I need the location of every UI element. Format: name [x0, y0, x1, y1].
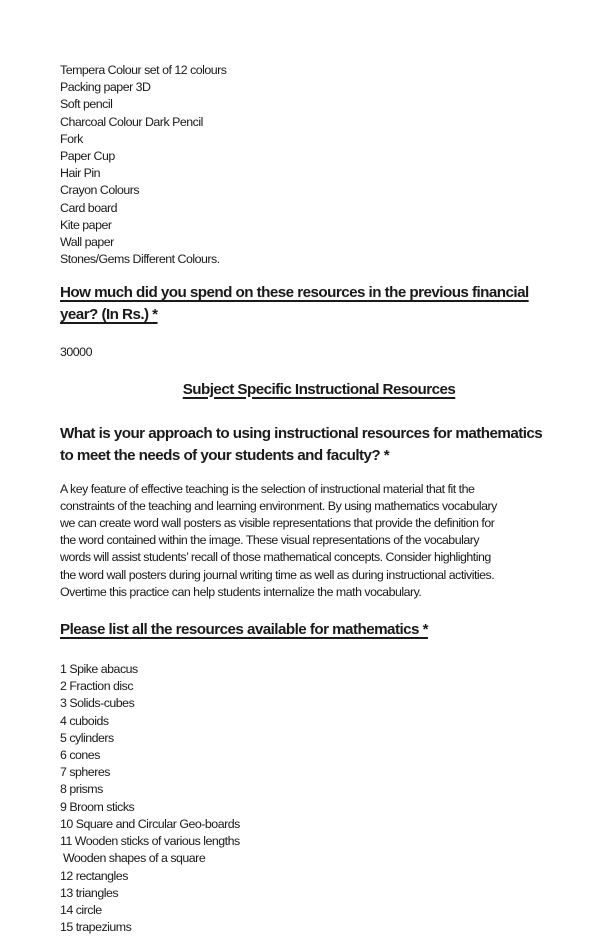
list-item: 10 Square and Circular Geo-boards [60, 816, 240, 831]
list-item: Kite paper [60, 217, 112, 232]
materials-list [60, 62, 578, 268]
paragraph-line: words will assist students’ recall of those mathematical concepts. Consider highlighting [60, 550, 491, 565]
list-item: Card board [60, 200, 117, 215]
list-item: 7 spheres [60, 765, 110, 780]
list-item: 14 circle [60, 902, 102, 917]
list-item: Fork [60, 131, 83, 146]
list-item: 1 Spike abacus [60, 662, 138, 677]
paragraph-line: A key feature of effective teaching is the selection of instructional material that fit the [60, 481, 475, 496]
list-item: Soft pencil [60, 97, 113, 112]
list-item: Wall paper [60, 235, 114, 250]
list-item: Tempera Colour set of 12 colours [60, 63, 227, 77]
list-item: 15 trapeziums [60, 920, 132, 935]
section-title-text: Subject Specific Instructional Resources [182, 380, 456, 398]
paragraph-line: the word wall posters during journal writing time as well as during instructional activities. [60, 567, 495, 582]
list-item: Charcoal Colour Dark Pencil [60, 114, 203, 129]
list-item: Wooden shapes of a square [60, 851, 206, 866]
list-item: 5 cylinders [60, 730, 114, 745]
list-item: 12 rectangles [60, 868, 128, 883]
list-item: Stones/Gems Different Colours. [60, 252, 220, 267]
list-item: Packing paper 3D [60, 80, 151, 95]
paragraph-line: Overtime this practice can help students internalize the math vocabulary. [60, 584, 422, 599]
paragraph-line: the word contained within the image. These visual representations of the vocabulary [60, 533, 480, 548]
list-item: Crayon Colours [60, 183, 140, 198]
list-item: 2 Fraction disc [60, 679, 134, 694]
resources-question-heading: Please list all the resources available for mathematics * [60, 621, 428, 639]
list-item: 13 triangles [60, 885, 119, 900]
heading-line: year? (In Rs.) * [60, 306, 158, 324]
list-item: Hair Pin [60, 166, 101, 181]
list-item: 9 Broom sticks [60, 799, 135, 814]
heading-line: How much did you spend on these resources in the previous financial [60, 284, 529, 302]
paragraph-line: constraints of the teaching and learning environment. By using mathematics vocabulary [60, 498, 497, 513]
list-item: 8 prisms [60, 782, 103, 797]
resources-list [60, 661, 578, 936]
heading-line: What is your approach to using instructional resources for mathematics [60, 424, 543, 442]
paragraph-line: we can create word wall posters as visible representations that provide the definition for [60, 516, 495, 531]
heading-line: to meet the needs of your students and faculty? * [60, 446, 390, 464]
list-item: 3 Solids-cubes [60, 696, 135, 711]
spend-question-heading [60, 282, 578, 326]
list-item: 4 cuboids [60, 713, 109, 728]
spend-answer: 30000 [60, 345, 92, 360]
list-item: 6 cones [60, 748, 100, 763]
list-item: Paper Cup [60, 149, 115, 164]
approach-answer-paragraph [60, 481, 578, 601]
section-title [60, 379, 578, 401]
approach-question-heading [60, 423, 578, 467]
list-item: 11 Wooden sticks of various lengths [60, 834, 240, 849]
